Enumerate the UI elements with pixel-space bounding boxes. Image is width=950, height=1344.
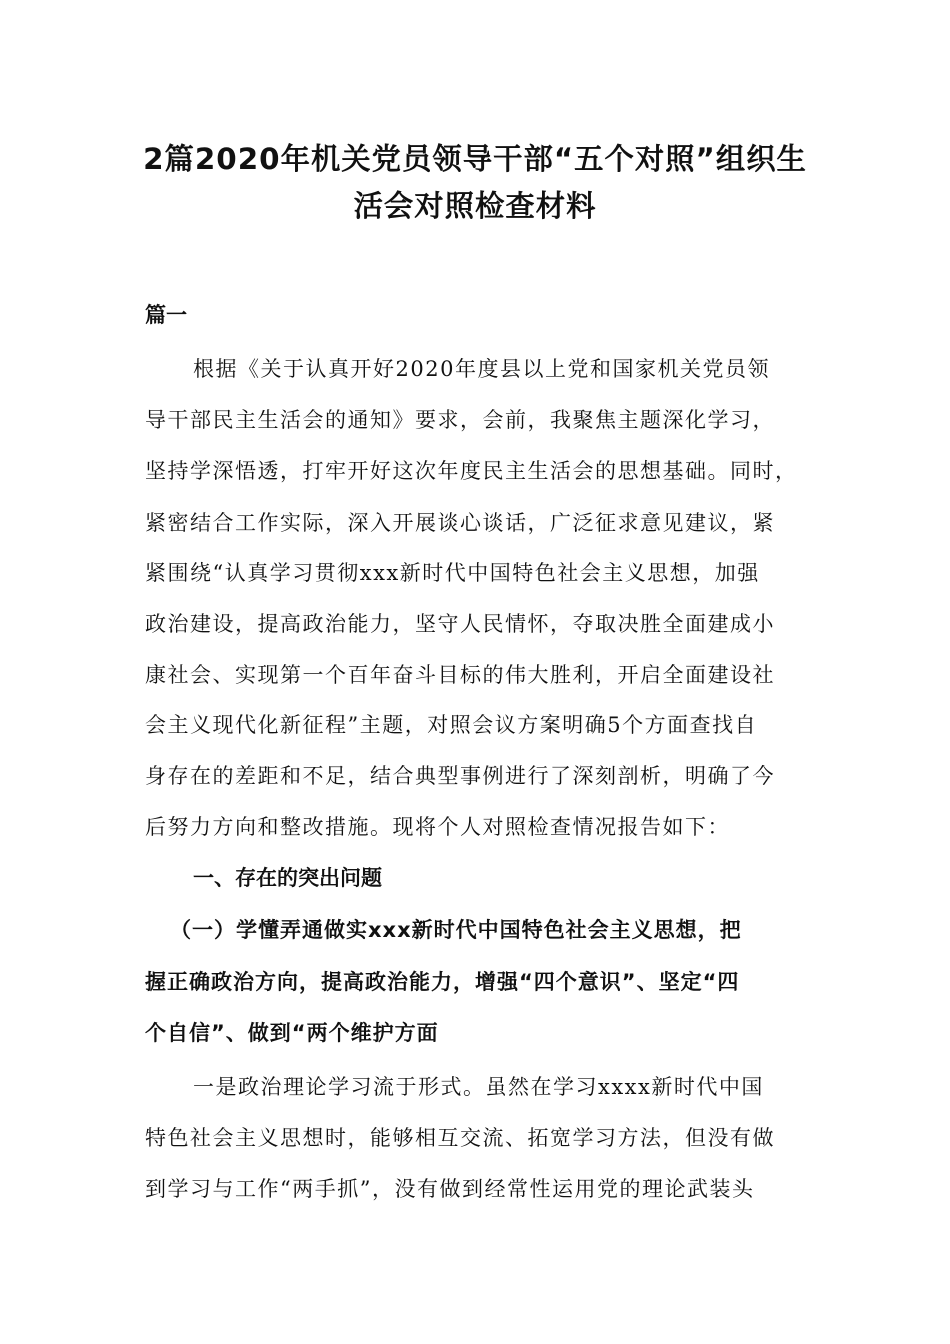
paragraph-text: 政治建设，提高政治能力，坚守人民情怀，夺取决胜全面建成小 [145,612,775,636]
paragraph-text: 根据《关于认真开好2020年度县以上党和国家机关党员领 [193,357,770,381]
paragraph-text: 后努力方向和整改措施。现将个人对照检查情况报告如下： [145,815,730,839]
paragraph-text: 特色社会主义思想时，能够相互交流、拓宽学习方法，但没有做 [145,1126,775,1150]
subheading-text: 个自信”、做到“两个维护方面 [145,1021,439,1045]
paragraph-text: 紧密结合工作实际，深入开展谈心谈话，广泛征求意见建议，紧 [145,511,775,535]
subheading-text: 握正确政治方向，提高政治能力，增强“四个意识”、坚定“四 [145,970,740,994]
paragraph-text: 坚持学深悟透，打牢开好这次年度民主生活会的思想基础。同时， [145,459,798,483]
section-heading: 一、存在的突出问题 [193,866,382,890]
section-label: 篇一 [145,303,187,327]
paragraph-text: 身存在的差距和不足，结合典型事例进行了深刻剖析，明确了今 [145,764,775,788]
paragraph-text: 到学习与工作“两手抓”，没有做到经常性运用党的理论武装头 [145,1177,755,1201]
paragraph-text: 康社会、实现第一个百年奋斗目标的伟大胜利，开启全面建设社 [145,663,775,687]
paragraph-text: 会主义现代化新征程”主题，对照会议方案明确5个方面查找自 [145,713,758,737]
paragraph-text: 导干部民主生活会的通知》要求，会前，我聚焦主题深化学习， [145,408,775,432]
paragraph-text: 一是政治理论学习流于形式。虽然在学习xxxx新时代中国 [193,1075,764,1099]
document-title-line-2: 活会对照检查材料 [353,189,597,223]
document-title-line-1: 2篇2020年机关党员领导干部“五个对照”组织生 [143,142,807,176]
subheading-text: （一）学懂弄通做实xxx新时代中国特色社会主义思想，把 [170,918,742,942]
paragraph-text: 紧围绕“认真学习贯彻xxx新时代中国特色社会主义思想，加强 [145,561,760,585]
